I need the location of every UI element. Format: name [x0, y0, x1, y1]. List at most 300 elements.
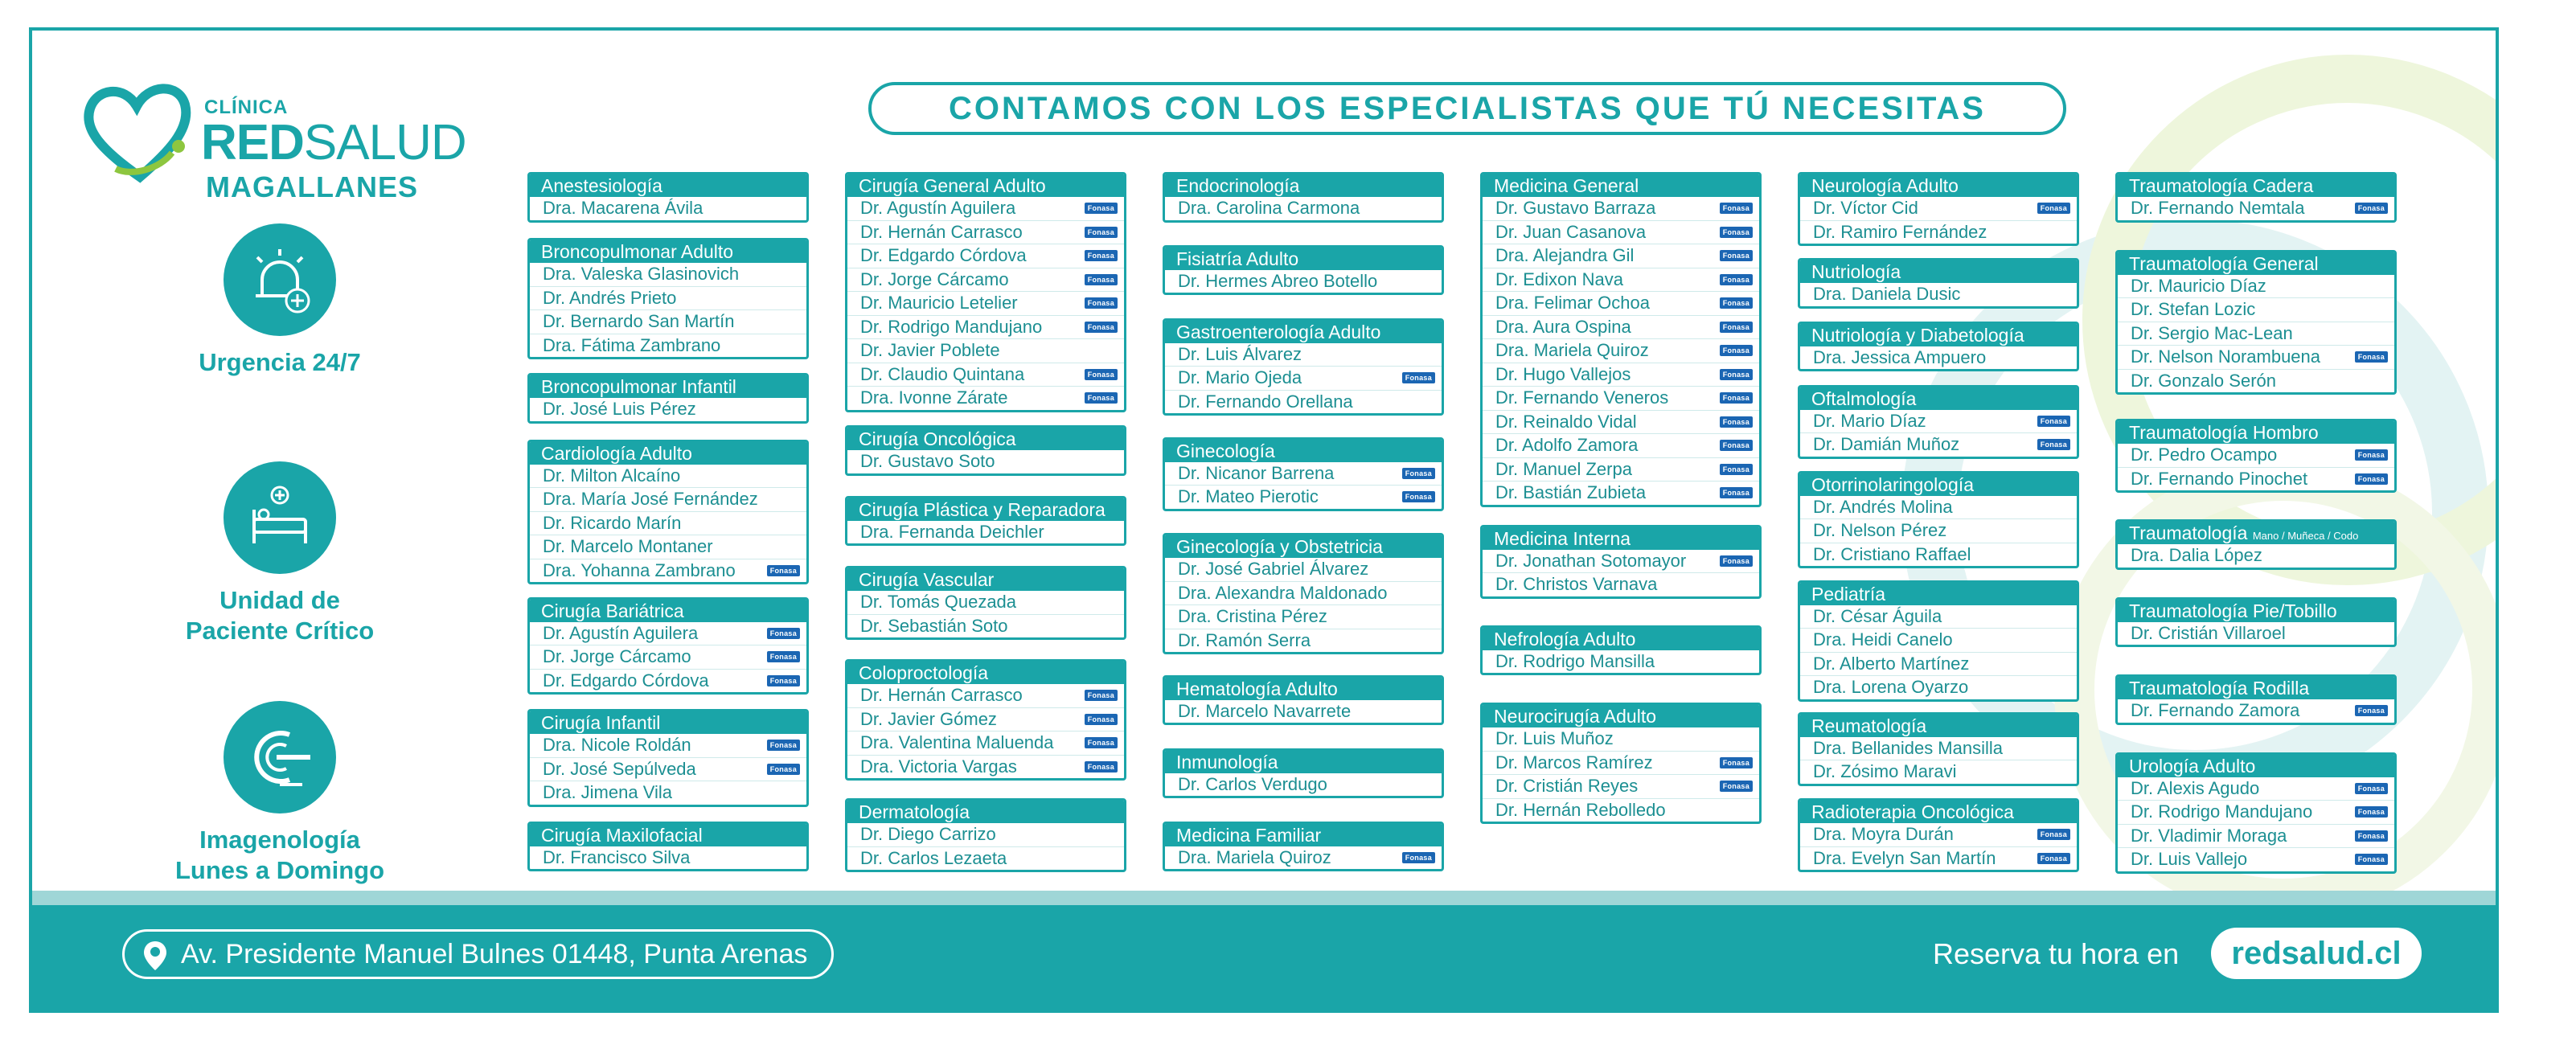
doctor-name: Dra. Valentina Maluenda — [860, 732, 1054, 753]
doctor-row — [2118, 322, 2394, 346]
specialty-title-text: Neurocirugía Adulto — [1494, 706, 1657, 727]
doctor-name: Dr. Christos Varnava — [1495, 574, 1658, 594]
specialty-title — [847, 498, 1124, 521]
doctor-name: Dr. Gustavo Soto — [860, 451, 995, 472]
specialty-title — [530, 442, 806, 465]
fonasa-badge: Fonasa — [2037, 416, 2070, 427]
doctor-row — [1483, 268, 1759, 293]
doctor-name: Dra. Fátima Zambrano — [543, 334, 721, 355]
specialty-title-text: Cirugía Maxilofacial — [541, 824, 703, 846]
doctor-row — [1165, 462, 1442, 486]
fonasa-badge: Fonasa — [1085, 737, 1118, 748]
doctor-name: Dr. Bastián Zubieta — [1495, 482, 1647, 502]
fonasa-badge: Fonasa — [1085, 369, 1118, 380]
fonasa-badge: Fonasa — [1720, 250, 1753, 261]
doctor-name: Dr. Francisco Silva — [543, 846, 691, 867]
doctor-row — [530, 846, 806, 870]
fonasa-badge: Fonasa — [2355, 449, 2388, 461]
doctor-row — [847, 732, 1124, 756]
specialty-card — [845, 496, 1126, 547]
doctor-row — [847, 521, 1124, 544]
footer-accent-band — [32, 891, 2496, 905]
doctor-name: Dr. Claudio Quintana — [860, 363, 1025, 384]
doctor-name: Dr. Jorge Cárcamo — [543, 646, 691, 667]
doctor-name: Dr. Rodrigo Mandujano — [860, 316, 1043, 337]
specialty-title — [1165, 751, 1442, 773]
address-pill[interactable] — [122, 929, 834, 979]
doctor-name: Dr. Fernando Orellana — [1178, 391, 1353, 412]
doctor-row — [530, 263, 806, 287]
hospital-bed-icon — [224, 461, 336, 574]
doctor-name: Dra. Cristina Pérez — [1178, 606, 1327, 627]
doctor-name: Dr. Alberto Martínez — [1813, 653, 1970, 674]
specialty-title — [1800, 801, 2077, 823]
location-pin-icon — [142, 940, 168, 972]
doctor-row — [2118, 444, 2394, 468]
doctor-row — [2118, 298, 2394, 322]
doctor-row — [2118, 468, 2394, 491]
doctor-row — [1483, 550, 1759, 574]
doctor-name: Dr. José Sepúlveda — [543, 758, 696, 779]
doctor-name: Dr. Sebastián Soto — [860, 615, 1008, 636]
specialty-card — [2115, 250, 2397, 395]
doctor-row — [1165, 343, 1442, 367]
fonasa-badge: Fonasa — [767, 651, 800, 662]
specialty-title — [1165, 824, 1442, 846]
fonasa-badge: Fonasa — [2037, 203, 2070, 214]
specialty-card — [2115, 419, 2397, 493]
doctor-row — [1800, 433, 2077, 457]
doctor-row — [1165, 846, 1442, 870]
doctor-name: Dr. Fernando Nemtala — [2131, 198, 2305, 218]
feature-label-line: Imagenología — [199, 826, 360, 854]
doctor-name: Dra. Bellanides Mansilla — [1813, 737, 2003, 758]
specialty-title — [1165, 440, 1442, 462]
doctor-row — [2118, 346, 2394, 370]
doctor-name: Dr. Edgardo Córdova — [543, 670, 709, 691]
doctor-name: Dr. Milton Alcaíno — [543, 465, 681, 486]
specialty-title-text: Medicina Interna — [1494, 527, 1631, 549]
specialty-title-text: Cirugía Oncológica — [859, 428, 1016, 450]
specialty-card — [845, 566, 1126, 640]
doctor-name: Dra. Jessica Ampuero — [1813, 346, 1987, 367]
specialty-title — [1800, 473, 2077, 496]
doctor-name: Dra. Ivonne Zárate — [860, 387, 1008, 408]
fonasa-badge: Fonasa — [1720, 487, 1753, 498]
doctor-row — [847, 615, 1124, 638]
fonasa-badge: Fonasa — [1720, 297, 1753, 309]
doctor-name: Dr. Sergio Mac-Lean — [2131, 322, 2293, 343]
specialty-title — [530, 174, 806, 197]
specialty-card — [1798, 712, 2079, 786]
doctor-row — [847, 268, 1124, 293]
doctor-row — [1800, 629, 2077, 653]
doctor-row — [1800, 760, 2077, 784]
specialty-card — [845, 172, 1126, 412]
specialty-card — [527, 172, 809, 223]
doctor-name: Dr. Mauricio Díaz — [2131, 275, 2266, 296]
specialty-card — [1163, 822, 1444, 872]
specialty-title-text: Traumatología Rodilla — [2129, 678, 2310, 699]
doctor-row — [1483, 316, 1759, 340]
clinic-logo — [84, 64, 534, 209]
doctor-name: Dr. Luis Muñoz — [1495, 728, 1614, 748]
specialty-title — [847, 568, 1124, 591]
fonasa-badge: Fonasa — [2037, 439, 2070, 450]
fonasa-badge: Fonasa — [1402, 852, 1435, 863]
doctor-row — [1165, 367, 1442, 391]
specialty-card — [527, 597, 809, 695]
fonasa-badge: Fonasa — [1402, 491, 1435, 502]
doctor-row — [1483, 292, 1759, 316]
doctor-name: Dra. Nicole Roldán — [543, 735, 691, 756]
specialty-title — [1165, 321, 1442, 343]
doctor-row — [1800, 221, 2077, 244]
specialty-title — [530, 600, 806, 622]
emergency-alarm-icon — [224, 223, 336, 336]
doctor-row — [847, 684, 1124, 708]
doctor-row — [530, 670, 806, 693]
fonasa-badge: Fonasa — [1402, 468, 1435, 479]
specialty-title-text: Ginecología y Obstetricia — [1176, 536, 1383, 558]
doctor-name: Dr. Mateo Pierotic — [1178, 486, 1319, 507]
fonasa-badge: Fonasa — [1085, 761, 1118, 772]
doctor-row — [1483, 387, 1759, 411]
brand-name-bold: RED — [201, 115, 304, 170]
specialty-title-text: Fisiatría Adulto — [1176, 248, 1299, 269]
specialty-card — [1480, 625, 1762, 676]
specialty-title-text: Nutriología — [1811, 261, 1901, 283]
doctor-row — [530, 645, 806, 670]
doctor-row — [2118, 544, 2394, 568]
specialty-card — [527, 238, 809, 359]
specialty-title-text: Gastroenterología Adulto — [1176, 321, 1381, 342]
doctor-name: Dr. Rodrigo Mandujano — [2131, 801, 2313, 822]
fonasa-badge: Fonasa — [1085, 714, 1118, 725]
brand-region: MAGALLANES — [206, 170, 418, 203]
reserve-text: Reserva tu hora en — [1933, 937, 2180, 970]
specialty-title — [2118, 522, 2394, 544]
doctor-name: Dr. Cristián Villaroel — [2131, 622, 2286, 643]
specialty-title — [847, 801, 1124, 823]
doctor-row — [1800, 197, 2077, 221]
specialty-title-text: Medicina Familiar — [1176, 824, 1322, 846]
fonasa-badge: Fonasa — [1720, 416, 1753, 428]
specialty-card — [1798, 471, 2079, 569]
fonasa-badge: Fonasa — [1085, 250, 1118, 261]
specialty-card — [1163, 748, 1444, 799]
doctor-row — [2118, 825, 2394, 849]
doctor-name: Dra. Lorena Oyarzo — [1813, 677, 1969, 698]
doctor-name: Dr. Fernando Zamora — [2131, 700, 2300, 720]
fonasa-badge: Fonasa — [767, 675, 800, 686]
doctor-name: Dr. Jonathan Sotomayor — [1495, 550, 1687, 571]
doctor-name: Dra. Alejandra Gil — [1495, 245, 1635, 265]
specialty-card — [1798, 172, 2079, 246]
specialty-title-text: Pediatría — [1811, 583, 1886, 604]
doctor-name: Dr. Stefan Lozic — [2131, 299, 2256, 319]
doctor-row — [847, 387, 1124, 410]
doctor-row — [1483, 799, 1759, 822]
doctor-row — [530, 488, 806, 512]
specialty-title — [1483, 174, 1759, 197]
fonasa-badge: Fonasa — [1720, 345, 1753, 356]
doctor-name: Dr. Marcelo Montaner — [543, 536, 713, 556]
fonasa-badge: Fonasa — [1720, 369, 1753, 380]
doctor-row — [847, 756, 1124, 779]
specialty-title-text: Cirugía General Adulto — [859, 175, 1046, 196]
doctor-name: Dr. Javier Poblete — [860, 340, 1000, 360]
doctor-row — [1483, 752, 1759, 776]
doctor-row — [847, 221, 1124, 245]
specialty-title-text: Anestesiología — [541, 175, 662, 196]
doctor-name: Dr. Diego Carrizo — [860, 824, 996, 844]
specialty-card — [1480, 172, 1762, 507]
doctor-name: Dr. Cristián Reyes — [1495, 776, 1639, 796]
specialty-title — [1483, 705, 1759, 727]
doctor-row — [847, 847, 1124, 871]
doctor-name: Dra. Felimar Ochoa — [1495, 293, 1650, 313]
specialty-card — [1163, 245, 1444, 296]
specialty-card — [527, 709, 809, 807]
doctor-name: Dra. Aura Ospina — [1495, 316, 1631, 337]
doctor-name: Dr. Mario Ojeda — [1178, 367, 1302, 388]
fonasa-badge: Fonasa — [1720, 781, 1753, 792]
doctor-name: Dr. Luis Vallejo — [2131, 849, 2248, 869]
doctor-name: Dra. Yohanna Zambrano — [543, 559, 736, 580]
doctor-row — [530, 559, 806, 583]
brand-name-thin: SALUD — [303, 115, 466, 170]
doctor-name: Dra. Mariela Quiroz — [1178, 846, 1331, 867]
specialty-title-text: Traumatología Hombro — [2129, 422, 2319, 443]
specialty-card — [1798, 385, 2079, 459]
imaging-scanner-icon — [224, 701, 336, 813]
specialty-card — [2115, 172, 2397, 223]
specialty-title-text: Neurología Adulto — [1811, 175, 1959, 196]
specialty-title — [847, 428, 1124, 450]
doctor-name: Dr. Agustín Aguilera — [860, 198, 1016, 218]
feature-label — [159, 585, 400, 646]
feature-critical-care — [159, 461, 400, 646]
doctor-row — [1483, 339, 1759, 363]
doctor-row — [530, 781, 806, 805]
specialty-title-text: Hematología Adulto — [1176, 678, 1338, 699]
doctor-name: Dr. Ricardo Marín — [543, 512, 682, 533]
specialty-title-text: Traumatología — [2129, 522, 2248, 543]
doctor-row — [1800, 346, 2077, 370]
doctor-name: Dr. Jorge Cárcamo — [860, 268, 1009, 289]
doctor-row — [1165, 700, 1442, 723]
fonasa-badge: Fonasa — [2355, 203, 2388, 214]
doctor-row — [2118, 275, 2394, 299]
brand-top-text: CLÍNICA — [204, 96, 289, 118]
doctor-name: Dr. Víctor Cid — [1813, 198, 1918, 218]
specialty-card — [845, 659, 1126, 781]
feature-label — [159, 347, 400, 378]
doctor-row — [2118, 848, 2394, 871]
specialty-title — [1165, 248, 1442, 270]
feature-imaging — [159, 701, 400, 886]
specialty-card — [1480, 703, 1762, 824]
doctor-row — [847, 591, 1124, 615]
doctor-name: Dra. Dalia López — [2131, 545, 2262, 565]
fonasa-badge: Fonasa — [2037, 829, 2070, 840]
fonasa-badge: Fonasa — [2355, 705, 2388, 716]
specialty-card — [1163, 172, 1444, 223]
doctor-name: Dr. Reinaldo Vidal — [1495, 411, 1637, 432]
specialty-title — [847, 174, 1124, 197]
specialty-title-text: Cirugía Vascular — [859, 569, 995, 591]
doctor-name: Dr. Vladimir Moraga — [2131, 825, 2287, 846]
specialty-title — [2118, 755, 2394, 777]
feature-label-line: Lunes a Domingo — [174, 856, 385, 884]
specialty-card — [1163, 675, 1444, 726]
fonasa-badge: Fonasa — [1720, 227, 1753, 238]
specialty-card — [1480, 525, 1762, 599]
doctor-row — [1800, 496, 2077, 520]
doctor-row — [847, 197, 1124, 221]
specialty-title-text: Coloproctología — [859, 662, 989, 684]
specialty-card — [1163, 533, 1444, 654]
fonasa-badge: Fonasa — [1720, 322, 1753, 333]
specialty-title — [530, 240, 806, 263]
fonasa-badge: Fonasa — [1402, 372, 1435, 383]
doctor-row — [847, 292, 1124, 316]
doctor-row — [1165, 629, 1442, 653]
doctor-name: Dr. Zósimo Maravi — [1813, 761, 1957, 782]
doctor-name: Dr. Mauricio Letelier — [860, 293, 1018, 313]
doctor-row — [1800, 737, 2077, 761]
doctor-row — [1483, 363, 1759, 387]
doctor-name: Dr. Andrés Prieto — [543, 287, 677, 308]
fonasa-badge: Fonasa — [1085, 274, 1118, 285]
doctor-name: Dra. Jimena Vila — [543, 782, 672, 803]
fonasa-badge: Fonasa — [1720, 274, 1753, 285]
specialty-title — [1800, 387, 2077, 410]
specialty-title — [1800, 715, 2077, 737]
doctor-name: Dr. Damián Muñoz — [1813, 434, 1960, 455]
fonasa-badge: Fonasa — [1720, 464, 1753, 475]
doctor-row — [2118, 370, 2394, 393]
doctor-row — [1483, 482, 1759, 505]
doctor-name: Dr. Mario Díaz — [1813, 410, 1926, 431]
feature-label-line: Unidad de — [219, 586, 340, 614]
doctor-row — [847, 450, 1124, 473]
specialty-title — [530, 824, 806, 846]
doctor-row — [530, 622, 806, 646]
specialty-title-text: Oftalmología — [1811, 387, 1917, 409]
specialty-title-text: Inmunología — [1176, 751, 1278, 772]
specialty-title — [1165, 535, 1442, 558]
doctor-name: Dr. César Águila — [1813, 605, 1942, 626]
doctor-name: Dr. Ramiro Fernández — [1813, 221, 1987, 242]
doctor-row — [1165, 270, 1442, 293]
specialty-title-text: Cirugía Infantil — [541, 712, 661, 734]
fonasa-badge: Fonasa — [1720, 757, 1753, 768]
doctor-name: Dr. Tomás Quezada — [860, 592, 1017, 613]
doctor-row — [1483, 197, 1759, 221]
doctor-name: Dr. José Gabriel Álvarez — [1178, 559, 1369, 580]
specialty-title-text: Urología Adulto — [2129, 755, 2256, 777]
doctor-row — [530, 287, 806, 311]
specialty-card — [1798, 258, 2079, 309]
doctor-row — [1165, 197, 1442, 220]
specialty-subtitle: Mano / Muñeca / Codo — [2252, 530, 2359, 542]
website-link[interactable]: redsalud.cl — [2211, 928, 2422, 979]
doctor-name: Dra. Heidi Canelo — [1813, 629, 1953, 650]
doctor-row — [1800, 543, 2077, 567]
doctor-row — [847, 823, 1124, 847]
doctor-name: Dr. José Luis Pérez — [543, 399, 696, 420]
doctor-name: Dr. Andrés Molina — [1813, 496, 1953, 517]
specialty-title-text: Otorrinolaringología — [1811, 473, 1975, 495]
doctor-name: Dr. Cristiano Raffael — [1813, 543, 1971, 564]
doctor-row — [1800, 519, 2077, 543]
specialty-title-text: Medicina General — [1494, 175, 1639, 196]
fonasa-badge: Fonasa — [2355, 473, 2388, 485]
doctor-name: Dra. Victoria Vargas — [860, 756, 1017, 777]
feature-label-line: Urgencia 24/7 — [199, 348, 361, 376]
fonasa-badge: Fonasa — [767, 764, 800, 775]
specialty-title — [1165, 174, 1442, 197]
heart-logo-icon — [84, 72, 196, 193]
specialty-title — [2118, 421, 2394, 444]
doctor-name: Dr. Agustín Aguilera — [543, 622, 699, 643]
doctor-name: Dra. Fernanda Deichler — [860, 521, 1044, 542]
fonasa-badge: Fonasa — [2355, 830, 2388, 842]
specialty-card — [2115, 519, 2397, 570]
doctor-row — [847, 316, 1124, 340]
doctor-row — [1165, 582, 1442, 606]
specialty-title — [1165, 678, 1442, 700]
doctor-name: Dra. Valeska Glasinovich — [543, 264, 740, 285]
doctor-name: Dr. Hermes Abreo Botello — [1178, 270, 1378, 291]
specialty-title — [2118, 252, 2394, 275]
fonasa-badge: Fonasa — [1720, 555, 1753, 567]
doctor-row — [530, 535, 806, 559]
doctor-name: Dra. Daniela Dusic — [1813, 284, 1961, 305]
doctor-row — [1165, 605, 1442, 629]
address-text: Av. Presidente Manuel Bulnes 01448, Punta Arenas — [181, 939, 808, 969]
fonasa-badge: Fonasa — [2355, 783, 2388, 794]
doctor-name: Dr. Fernando Pinochet — [2131, 468, 2308, 489]
doctor-row — [1800, 676, 2077, 699]
doctor-name: Dr. Fernando Veneros — [1495, 387, 1669, 408]
specialty-title-text: Ginecología — [1176, 440, 1275, 461]
footer-bar — [32, 905, 2496, 1013]
doctor-name: Dr. Nelson Pérez — [1813, 520, 1947, 541]
doctor-row — [2118, 777, 2394, 801]
specialty-title — [2118, 677, 2394, 699]
doctor-name: Dr. Hernán Rebolledo — [1495, 799, 1666, 820]
specialty-title — [2118, 174, 2394, 197]
specialty-card — [527, 440, 809, 585]
specialty-title-text: Cirugía Plástica y Reparadora — [859, 498, 1105, 520]
fonasa-badge: Fonasa — [1085, 690, 1118, 701]
doctor-row — [1483, 573, 1759, 596]
doctor-name: Dr. Hugo Vallejos — [1495, 363, 1631, 384]
doctor-row — [1800, 847, 2077, 871]
doctor-row — [1483, 244, 1759, 268]
specialty-card — [2115, 597, 2397, 648]
specialty-card — [1163, 437, 1444, 511]
doctor-row — [847, 244, 1124, 268]
doctor-row — [1800, 653, 2077, 677]
specialty-card — [1798, 322, 2079, 372]
fonasa-badge: Fonasa — [2355, 806, 2388, 818]
doctor-name: Dr. Carlos Verdugo — [1178, 773, 1327, 794]
doctor-name: Dr. Marcelo Navarrete — [1178, 700, 1352, 721]
